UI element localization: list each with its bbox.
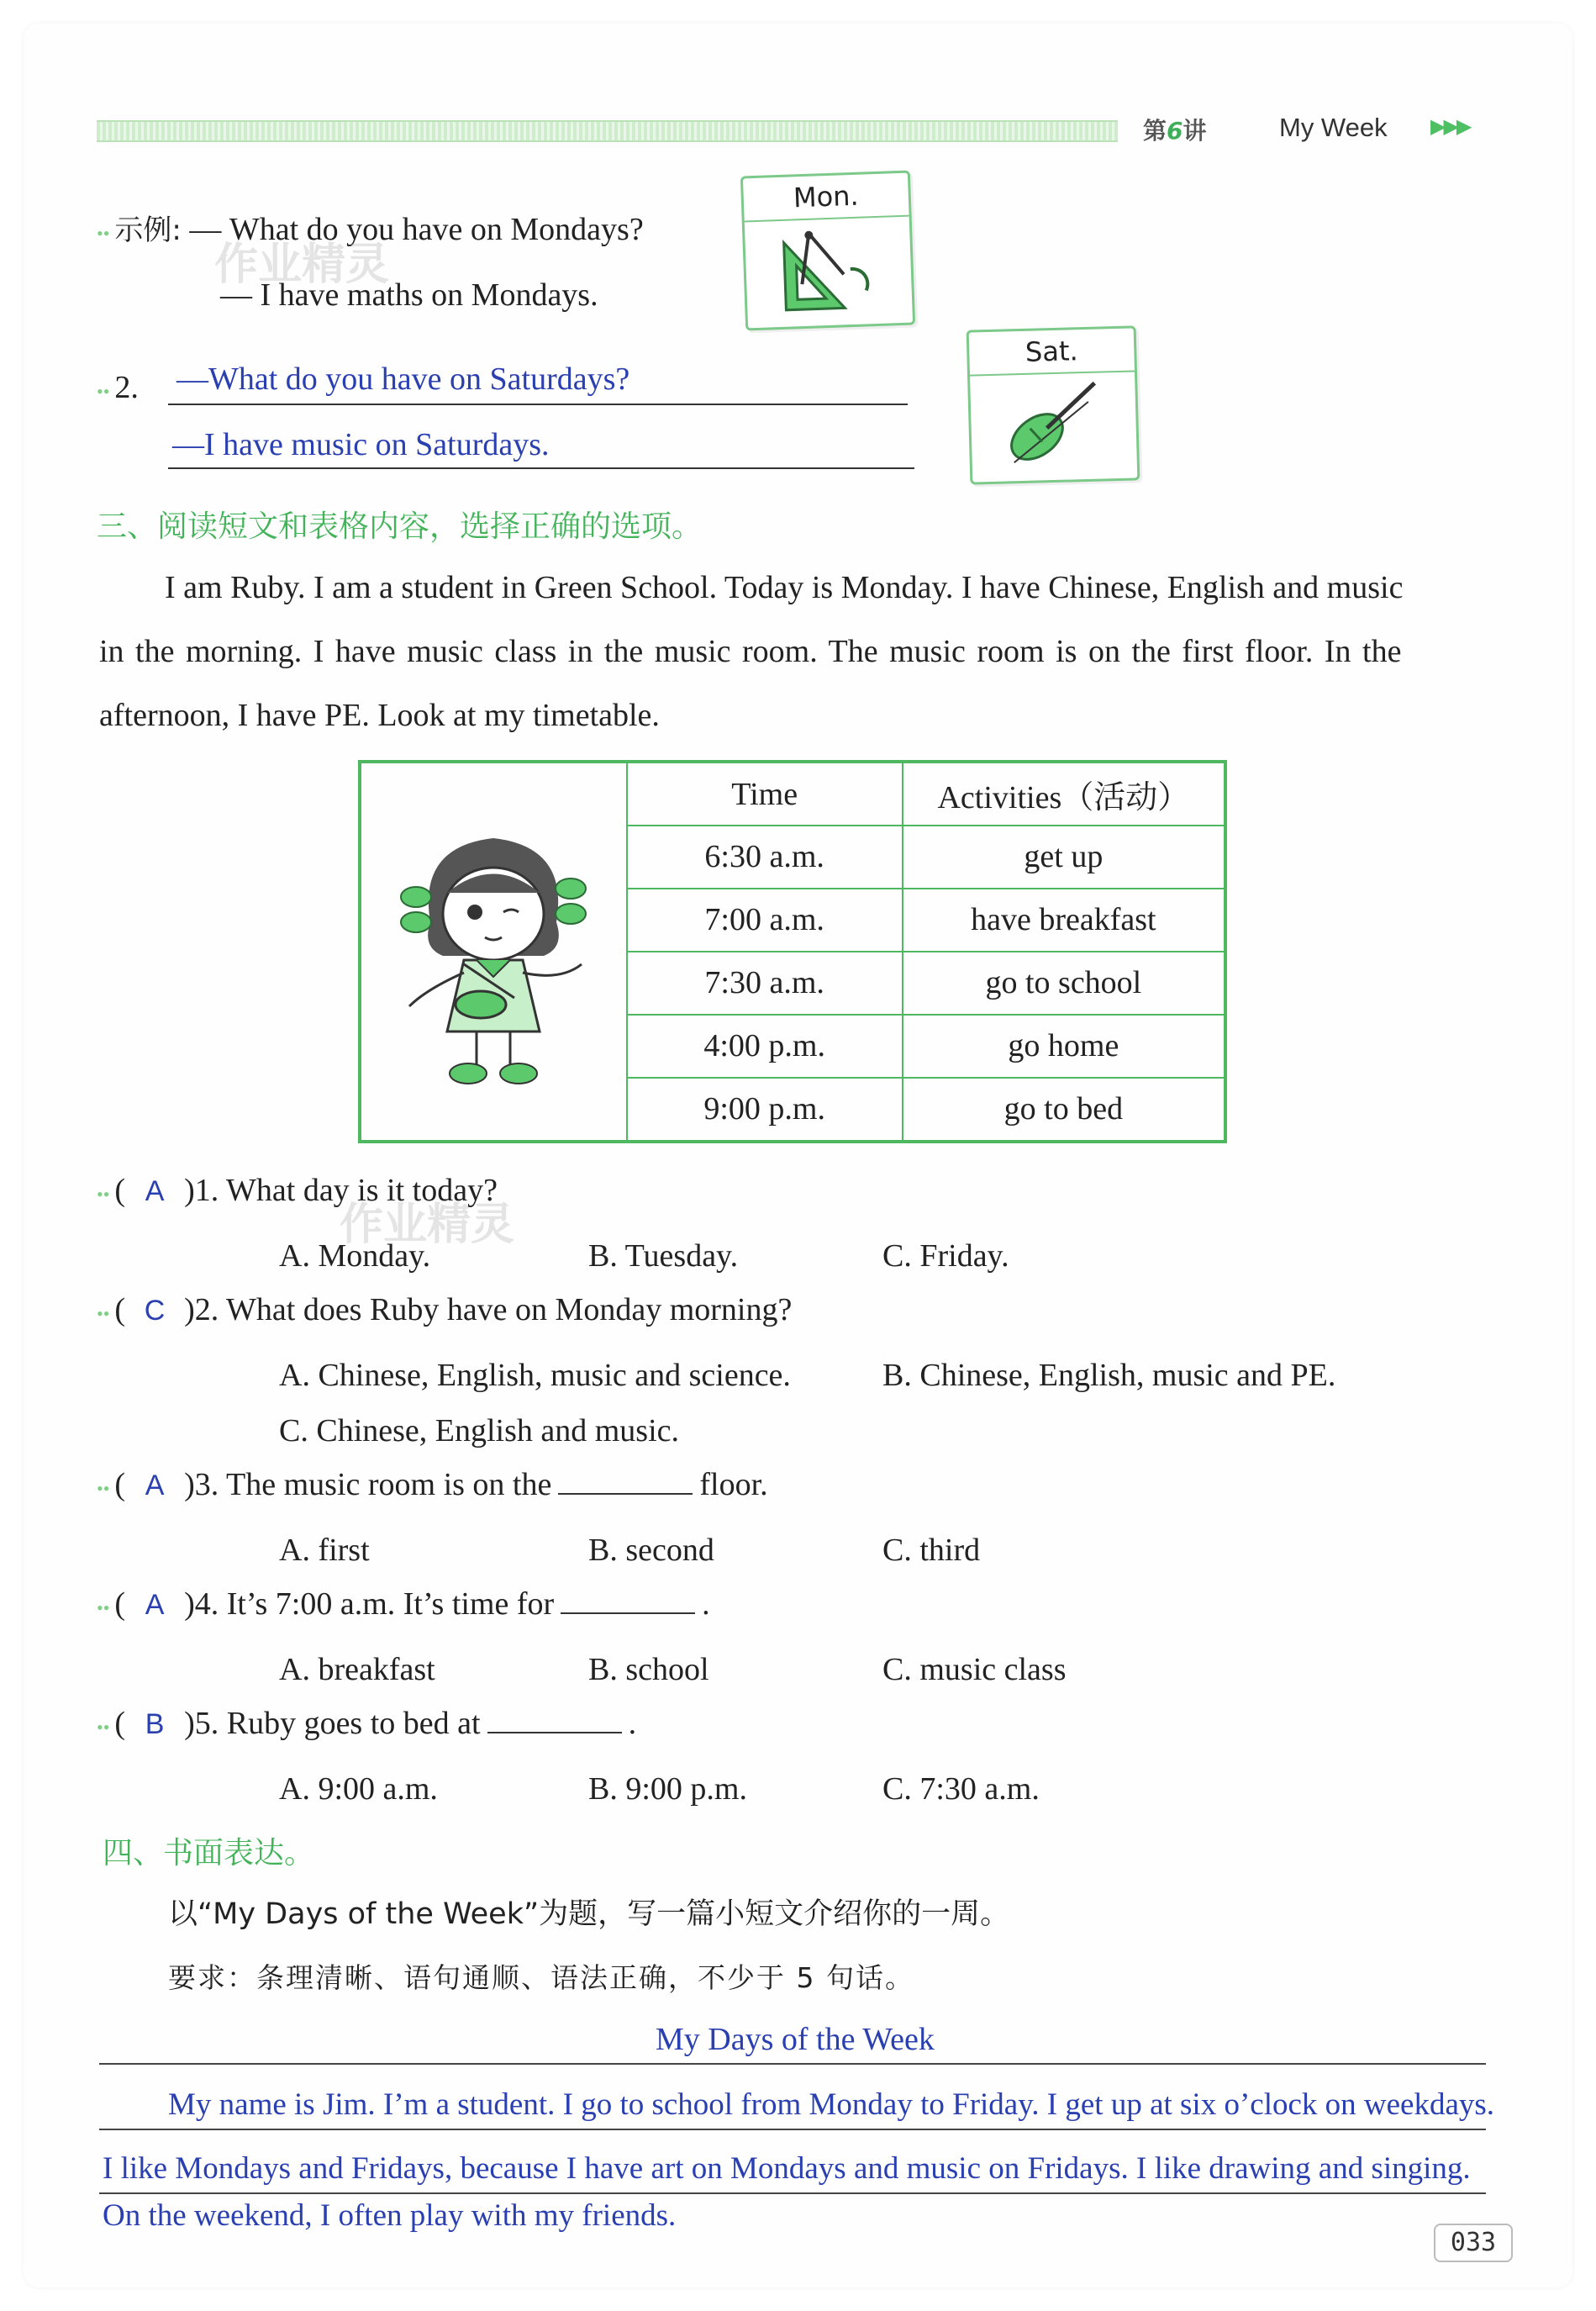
option: C. Friday. <box>882 1238 1009 1274</box>
table-header-time: Time <box>627 762 903 826</box>
q2-question: —What do you have on Saturdays? <box>176 361 630 397</box>
option: A. first <box>279 1533 370 1568</box>
option: B. Chinese, English, music and PE. <box>882 1358 1336 1393</box>
essay-title: My Days of the Week <box>656 2022 935 2057</box>
table-header-activities: Activities（活动） <box>903 762 1225 826</box>
violin-icon <box>995 376 1107 471</box>
option: B. second <box>588 1533 714 1568</box>
table-cell-activity: have breakfast <box>903 889 1225 952</box>
table-cell-time: 6:30 a.m. <box>627 826 903 889</box>
option: C. third <box>882 1533 981 1568</box>
ruby-illustration <box>360 762 627 1142</box>
timetable <box>358 760 1227 1143</box>
question-2: •• ( C )2. What does Ruby have on Monday morning? <box>97 1292 793 1327</box>
writing-requirement: 要求：条理清晰、语句通顺、语法正确，不少于 5 句话。 <box>168 1961 914 1994</box>
example-answer: — I have maths on Mondays. <box>220 277 598 313</box>
option: A. Chinese, English, music and science. <box>279 1358 791 1393</box>
table-cell-activity: get up <box>903 826 1225 889</box>
writing-line <box>99 2192 1486 2194</box>
q2-line-2 <box>168 467 914 469</box>
table-cell-activity: go home <box>903 1015 1225 1078</box>
writing-line <box>99 2129 1486 2130</box>
answer-4: A <box>145 1589 165 1621</box>
option: B. 9:00 p.m. <box>588 1771 747 1807</box>
q2-number: •• 2. <box>97 370 139 405</box>
question-5: •• ( B )5. Ruby goes to bed at . <box>97 1706 637 1741</box>
passage-line-3: afternoon, I have PE. Look at my timetable. <box>99 698 660 733</box>
question-3: •• ( A )3. The music room is on the floor. <box>97 1467 768 1502</box>
table-cell-activity: go to bed <box>903 1078 1225 1142</box>
option: A. breakfast <box>279 1652 435 1687</box>
table-cell-activity: go to school <box>903 952 1225 1015</box>
answer-1: A <box>145 1175 165 1207</box>
page-number: 033 <box>1434 2224 1513 2262</box>
table-cell-time: 7:30 a.m. <box>627 952 903 1015</box>
ruler-compass-icon <box>775 223 879 319</box>
option: B. Tuesday. <box>588 1238 739 1274</box>
monday-card: Mon. <box>740 171 915 331</box>
blank-line <box>487 1732 622 1733</box>
question-4: •• ( A )4. It’s 7:00 a.m. It’s time for . <box>97 1586 710 1622</box>
option: C. Chinese, English and music. <box>279 1413 680 1448</box>
girl-icon <box>384 796 603 1099</box>
essay-line-1: My name is Jim. I’m a student. I go to school from Monday to Friday. I get up at six o’clock on weekdays. <box>168 2087 1495 2122</box>
saturday-card: Sat. <box>967 325 1140 484</box>
option: A. 9:00 a.m. <box>279 1771 438 1807</box>
essay-line-2: I like Mondays and Fridays, because I have art on Mondays and music on Fridays. I like drawing and singing. <box>103 2151 1471 2186</box>
essay-line-3: On the weekend, I often play with my friends. <box>103 2198 677 2233</box>
passage-line-2: in the morning. I have music class in the music room. The music room is on the first floor. In the <box>99 634 1402 669</box>
blank-line <box>558 1493 693 1495</box>
lesson-number: 第6讲 <box>1143 117 1207 145</box>
unit-title: My Week <box>1279 113 1388 142</box>
q2-line-1 <box>168 404 908 405</box>
section4-title: 四、书面表达。 <box>103 1836 315 1870</box>
writing-instruction: 以“My Days of the Week”为题，写一篇小短文介绍你的一周。 <box>168 1897 1010 1931</box>
table-cell-time: 9:00 p.m. <box>627 1078 903 1142</box>
writing-line <box>99 2063 1486 2065</box>
option: B. school <box>588 1652 709 1687</box>
answer-3: A <box>145 1469 165 1501</box>
blank-line <box>561 1612 695 1614</box>
q2-answer: —I have music on Saturdays. <box>172 427 550 462</box>
watermark: 作业精灵 <box>340 1200 515 1250</box>
header-bar <box>97 120 1118 142</box>
passage-line-1: I am Ruby. I am a student in Green School. Today is Monday. I have Chinese, English and music <box>165 570 1404 605</box>
table-cell-time: 7:00 a.m. <box>627 889 903 952</box>
section3-title: 三、阅读短文和表格内容，选择正确的选项。 <box>97 509 703 544</box>
example-question: •• 示例: — What do you have on Mondays? <box>97 212 644 247</box>
table-cell-time: 4:00 p.m. <box>627 1015 903 1078</box>
answer-2: C <box>144 1295 166 1327</box>
question-1: •• ( A )1. What day is it today? <box>97 1173 498 1208</box>
option: C. 7:30 a.m. <box>882 1771 1040 1807</box>
option: C. music class <box>882 1652 1067 1687</box>
watermark: 作业精灵 <box>214 240 390 290</box>
answer-5: B <box>145 1708 165 1740</box>
arrows-icon: ▶▶▶ <box>1430 116 1470 138</box>
option: A. Monday. <box>279 1238 431 1274</box>
